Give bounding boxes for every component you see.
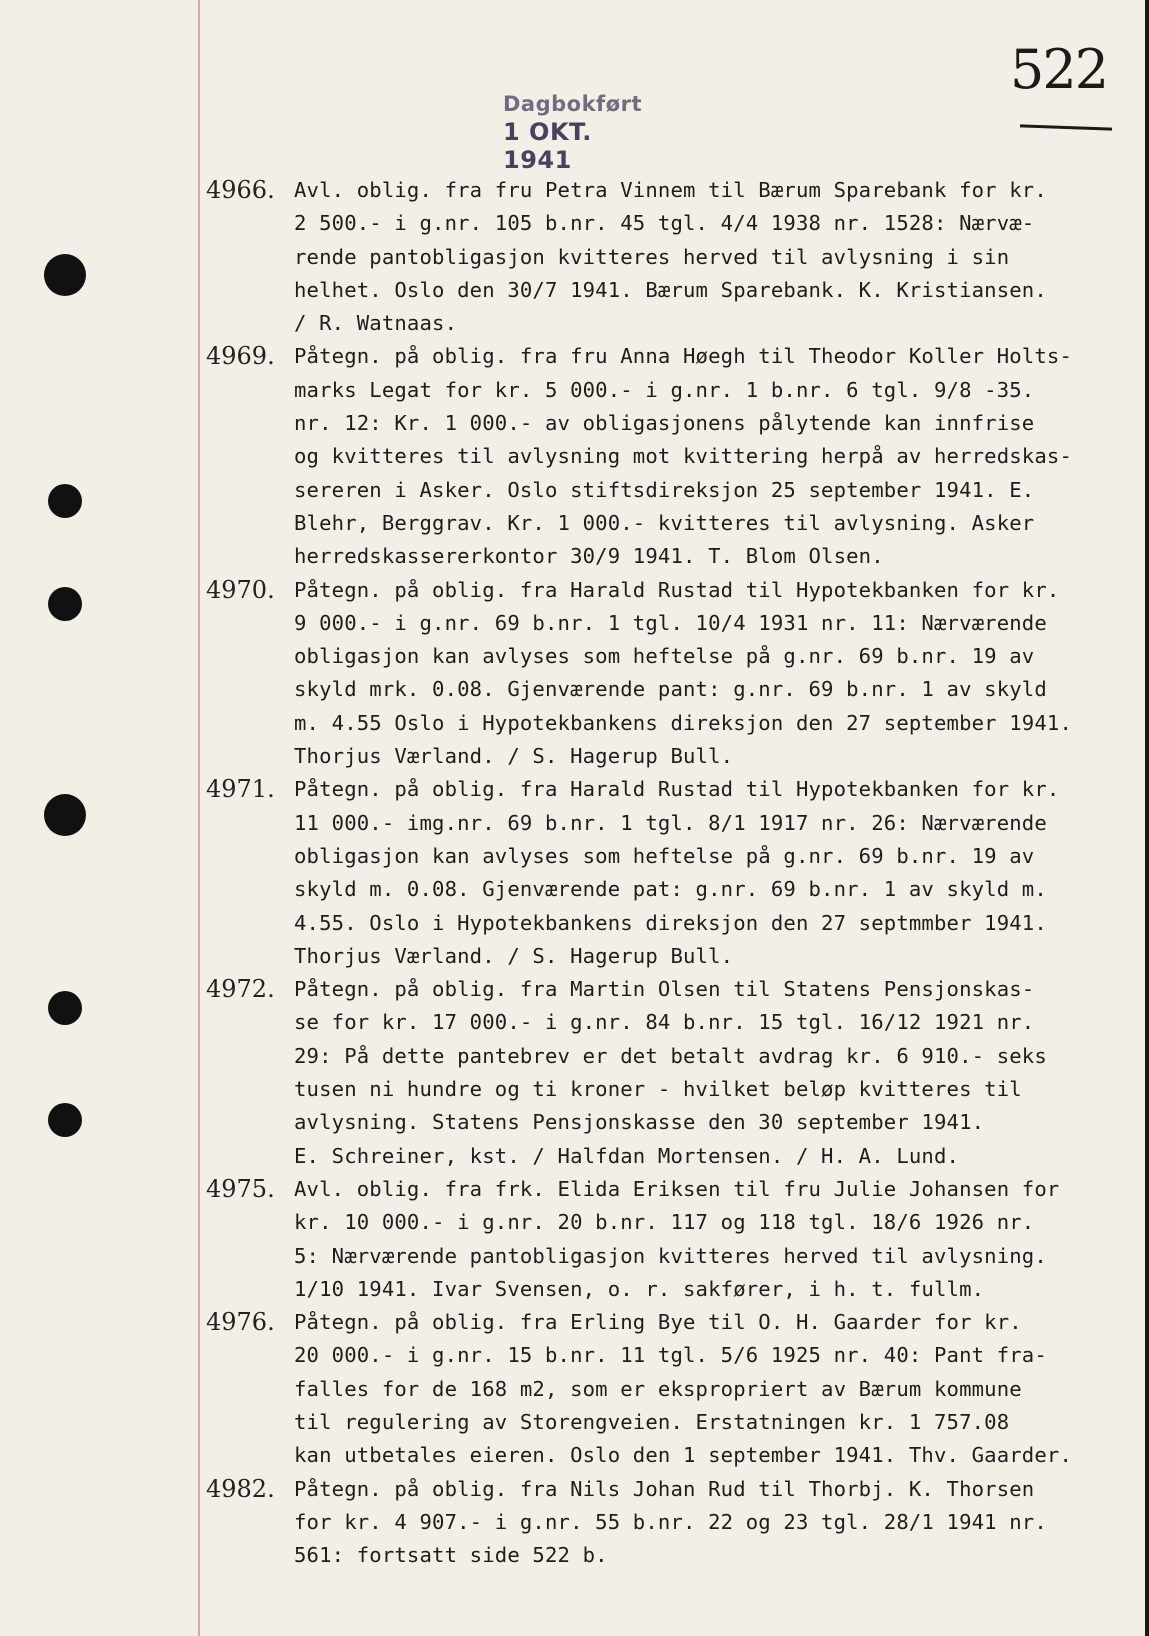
ledger-entry (200, 1473, 1130, 1573)
entry-text (294, 1306, 1130, 1472)
dagbokfort-stamp (503, 92, 663, 174)
entry-line: skyld mrk. 0.08. Gjenværende pant: g.nr. 69 b.nr. 1 av skyld (294, 677, 1047, 702)
ledger-entry (200, 773, 1130, 973)
entry-line: Avl. oblig. fra fru Petra Vinnem til Bærum Sparebank for kr. (294, 178, 1047, 202)
ledger-entry (200, 340, 1130, 573)
entry-line: avlysning. Statens Pensjonskasse den 30 september 1941. (294, 1110, 985, 1135)
entry-text (294, 1173, 1130, 1306)
entry-line: sereren i Asker. Oslo stiftsdireksjon 25 september 1941. E. (294, 477, 1035, 502)
entry-line: se for kr. 17 000.- i g.nr. 84 b.nr. 15 tgl. 16/12 1921 nr. (294, 1010, 1035, 1035)
entry-line: til regulering av Storengveien. Erstatningen kr. 1 757.08 (294, 1409, 1010, 1434)
ledger-entry (200, 973, 1130, 1173)
binder-hole (48, 587, 82, 621)
entry-line: obligasjon kan avlyses som heftelse på g.nr. 69 b.nr. 19 av (294, 843, 1035, 868)
stamp-date: 1 OKT. 1941 (503, 118, 592, 174)
binder-hole (44, 254, 86, 296)
entry-text (294, 773, 1130, 973)
page-number-underline (1020, 124, 1112, 130)
entry-line: 11 000.- img.nr. 69 b.nr. 1 tgl. 8/1 1917 nr. 26: Nærværende (294, 810, 1047, 835)
entry-text (294, 1473, 1130, 1573)
entry-line: Avl. oblig. fra frk. Elida Eriksen til fru Julie Johansen for (294, 1176, 1060, 1201)
entry-line: kan utbetales eieren. Oslo den 1 september 1941. Thv. Gaarder. (294, 1443, 1073, 1468)
entry-line: for kr. 4 907.- i g.nr. 55 b.nr. 22 og 23 tgl. 28/1 1941 nr. (294, 1509, 1047, 1534)
entry-line: kr. 10 000.- i g.nr. 20 b.nr. 117 og 118 tgl. 18/6 1926 nr. (294, 1210, 1035, 1235)
entry-line: 20 000.- i g.nr. 15 b.nr. 11 tgl. 5/6 1925 nr. 40: Pant fra- (294, 1343, 1047, 1368)
entry-line: tusen ni hundre og ti kroner - hvilket beløp kvitteres til (294, 1077, 1022, 1102)
entry-number: 4969. (206, 342, 275, 371)
entry-line: Påtegn. på oblig. fra Martin Olsen til Statens Pensjonskas- (294, 977, 1035, 1002)
entry-text (294, 973, 1130, 1173)
entry-line: 9 000.- i g.nr. 69 b.nr. 1 tgl. 10/4 1931 nr. 11: Nærværende (294, 610, 1047, 635)
entry-line: Påtegn. på oblig. fra fru Anna Høegh til Theodor Koller Holts- (294, 344, 1073, 369)
ledger-entry (200, 574, 1130, 774)
entry-line: Påtegn. på oblig. fra Erling Bye til O. H. Gaarder for kr. (294, 1310, 1022, 1335)
entry-number: 4982. (206, 1474, 275, 1503)
entry-text (294, 574, 1130, 774)
entry-line: E. Schreiner, kst. / Halfdan Mortensen. / H. A. Lund. (294, 1143, 960, 1168)
entry-text (294, 340, 1130, 573)
entry-number: 4976. (206, 1308, 275, 1337)
entry-line: herredskassererkontor 30/9 1941. T. Blom Olsen. (294, 544, 884, 569)
entry-number: 4970. (206, 575, 275, 604)
entry-line: 561: fortsatt side 522 b. (294, 1543, 608, 1568)
binder-hole (48, 484, 82, 518)
entry-line: helhet. Oslo den 30/7 1941. Bærum Sparebank. K. Kristiansen. (294, 277, 1047, 302)
entry-line: 4.55. Oslo i Hypotekbankens direksjon den 27 septmmber 1941. (294, 910, 1047, 935)
entry-line: obligasjon kan avlyses som heftelse på g.nr. 69 b.nr. 19 av (294, 644, 1035, 669)
entry-line: falles for de 168 m2, som er ekspropriert av Bærum kommune (294, 1376, 1022, 1401)
binder-hole (48, 991, 82, 1025)
entry-line: skyld m. 0.08. Gjenværende pat: g.nr. 69 b.nr. 1 av skyld m. (294, 877, 1047, 902)
entry-line: Thorjus Værland. / S. Hagerup Bull. (294, 943, 734, 968)
entry-line: nr. 12: Kr. 1 000.- av obligasjonens pålytende kan innfrise (294, 411, 1035, 436)
ledger-entry (200, 1306, 1130, 1472)
entry-line: 5: Nærværende pantobligasjon kvitteres herved til avlysning. (294, 1243, 1047, 1268)
entry-number: 4966. (206, 176, 275, 204)
entry-list (200, 174, 1130, 1572)
entry-line: Blehr, Berggrav. Kr. 1 000.- kvitteres til avlysning. Asker (294, 510, 1035, 535)
binder-hole (44, 794, 86, 836)
page-number: 522 (1010, 38, 1108, 101)
entry-line: Påtegn. på oblig. fra Nils Johan Rud til Thorbj. K. Thorsen (294, 1476, 1035, 1501)
entry-line: Thorjus Værland. / S. Hagerup Bull. (294, 744, 734, 769)
entry-line: 1/10 1941. Ivar Svensen, o. r. sakfører, i h. t. fullm. (294, 1276, 985, 1301)
entry-line: / R. Watnaas. (294, 311, 458, 336)
entry-line: 2 500.- i g.nr. 105 b.nr. 45 tgl. 4/4 1938 nr. 1528: Nærvæ- (294, 211, 1035, 236)
stamp-label: Dagbokført (503, 92, 643, 116)
ledger-entry (200, 174, 1130, 340)
entry-line: m. 4.55 Oslo i Hypotekbankens direksjon den 27 september 1941. (294, 710, 1073, 735)
entry-number: 4975. (206, 1174, 275, 1203)
entry-line: Påtegn. på oblig. fra Harald Rustad til Hypotekbanken for kr. (294, 577, 1060, 602)
entry-line: og kvitteres til avlysning mot kvittering herpå av herredskas- (294, 444, 1073, 469)
entry-number: 4972. (206, 975, 275, 1004)
entry-line: 29: På dette pantebrev er det betalt avdrag kr. 6 910.- seks (294, 1043, 1047, 1068)
ledger-entry (200, 1173, 1130, 1306)
entry-number: 4971. (206, 775, 275, 804)
entry-line: Påtegn. på oblig. fra Harald Rustad til Hypotekbanken for kr. (294, 777, 1060, 802)
entry-line: marks Legat for kr. 5 000.- i g.nr. 1 b.nr. 6 tgl. 9/8 -35. (294, 377, 1035, 402)
binder-hole (48, 1103, 82, 1137)
entry-line: rende pantobligasjon kvitteres herved til avlysning i sin (294, 244, 1010, 269)
entry-text (294, 174, 1130, 340)
